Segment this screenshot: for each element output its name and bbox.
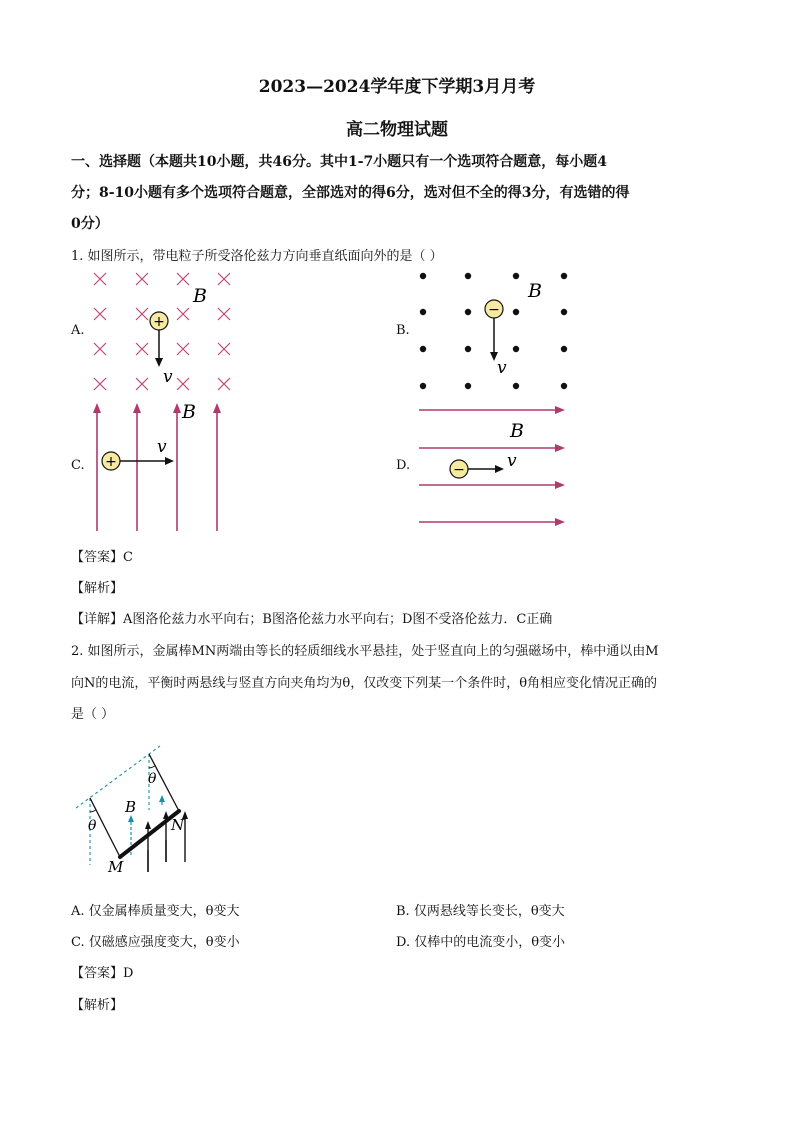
field-label-b: B	[193, 285, 207, 307]
q1-figure-d	[415, 400, 575, 535]
q2-answer: 【答案】D	[71, 966, 134, 981]
field-label-b: B	[528, 280, 542, 302]
section-heading-line-1: 一、选择题（本题共10小题，共46分。其中1-7小题只有一个选项符合题意，每小题4	[71, 154, 607, 170]
q2-stem-line-2: 向N的电流，平衡时两悬线与竖直方向夹角均为θ，仅改变下列某一个条件时，θ角相应变化情况正确的	[71, 676, 658, 691]
q1-option-d-label: D.	[396, 458, 411, 473]
q1-option-a-label: A.	[71, 323, 85, 338]
q1-option-c-label: C.	[71, 458, 85, 473]
q2-option-c: C. 仅磁感应强度变大，θ变小	[71, 935, 240, 950]
field-label-b: B	[125, 798, 137, 816]
section-heading-line-2: 分；8-10小题有多个选项符合题意，全部选对的得6分，选对但不全的得3分，有选错的得	[71, 185, 630, 201]
field-into-page-grid	[94, 273, 230, 390]
velocity-label-v: v	[497, 358, 507, 378]
q1-answer: 【答案】C	[71, 550, 133, 565]
q2-analysis-heading: 【解析】	[71, 998, 124, 1013]
q1-detail: 【详解】A图洛伦兹力水平向右；B图洛伦兹力水平向右；D图不受洛伦兹力．C正确	[71, 612, 553, 627]
exam-title: 2023—2024学年度下学期3月月考	[258, 77, 536, 97]
q2-option-a: A. 仅金属棒质量变大，θ变大	[71, 904, 240, 919]
q2-stem-line-1: 2. 如图所示，金属棒MN两端由等长的轻质细线水平悬挂，处于竖直向上的匀强磁场中，棒中通以由M	[71, 644, 659, 659]
rod-end-n: N	[171, 816, 185, 834]
q2-option-b: B. 仅两悬线等长变长，θ变大	[396, 904, 565, 919]
q1-figure-b	[410, 265, 580, 400]
positive-sign: +	[105, 454, 117, 470]
q2-option-d: D. 仅棒中的电流变小，θ变小	[396, 935, 566, 950]
q1-option-b-label: B.	[396, 323, 410, 338]
theta-left: θ	[88, 818, 97, 834]
negative-sign: −	[453, 462, 465, 478]
velocity-label-v: v	[507, 451, 517, 471]
rod-end-m: M	[108, 858, 124, 876]
velocity-label-v: v	[157, 437, 167, 457]
q1-figure-c	[85, 400, 245, 535]
theta-right: θ	[148, 771, 157, 787]
field-label-b: B	[510, 420, 524, 442]
q2-figure	[70, 740, 210, 880]
positive-sign: +	[153, 314, 165, 330]
q1-figure-a	[85, 265, 245, 400]
field-lines-right	[419, 406, 565, 526]
q2-stem-line-3: 是（ ）	[71, 707, 115, 722]
section-heading-line-3: 0分）	[71, 216, 109, 232]
exam-subtitle: 高二物理试题	[346, 120, 448, 140]
field-label-b: B	[182, 401, 196, 423]
velocity-label-v: v	[163, 367, 173, 387]
negative-sign: −	[488, 302, 500, 318]
q1-stem: 1. 如图所示，带电粒子所受洛伦兹力方向垂直纸面向外的是（ ）	[71, 249, 443, 264]
field-arrows-front	[148, 840, 166, 872]
q1-analysis-heading: 【解析】	[71, 581, 124, 596]
